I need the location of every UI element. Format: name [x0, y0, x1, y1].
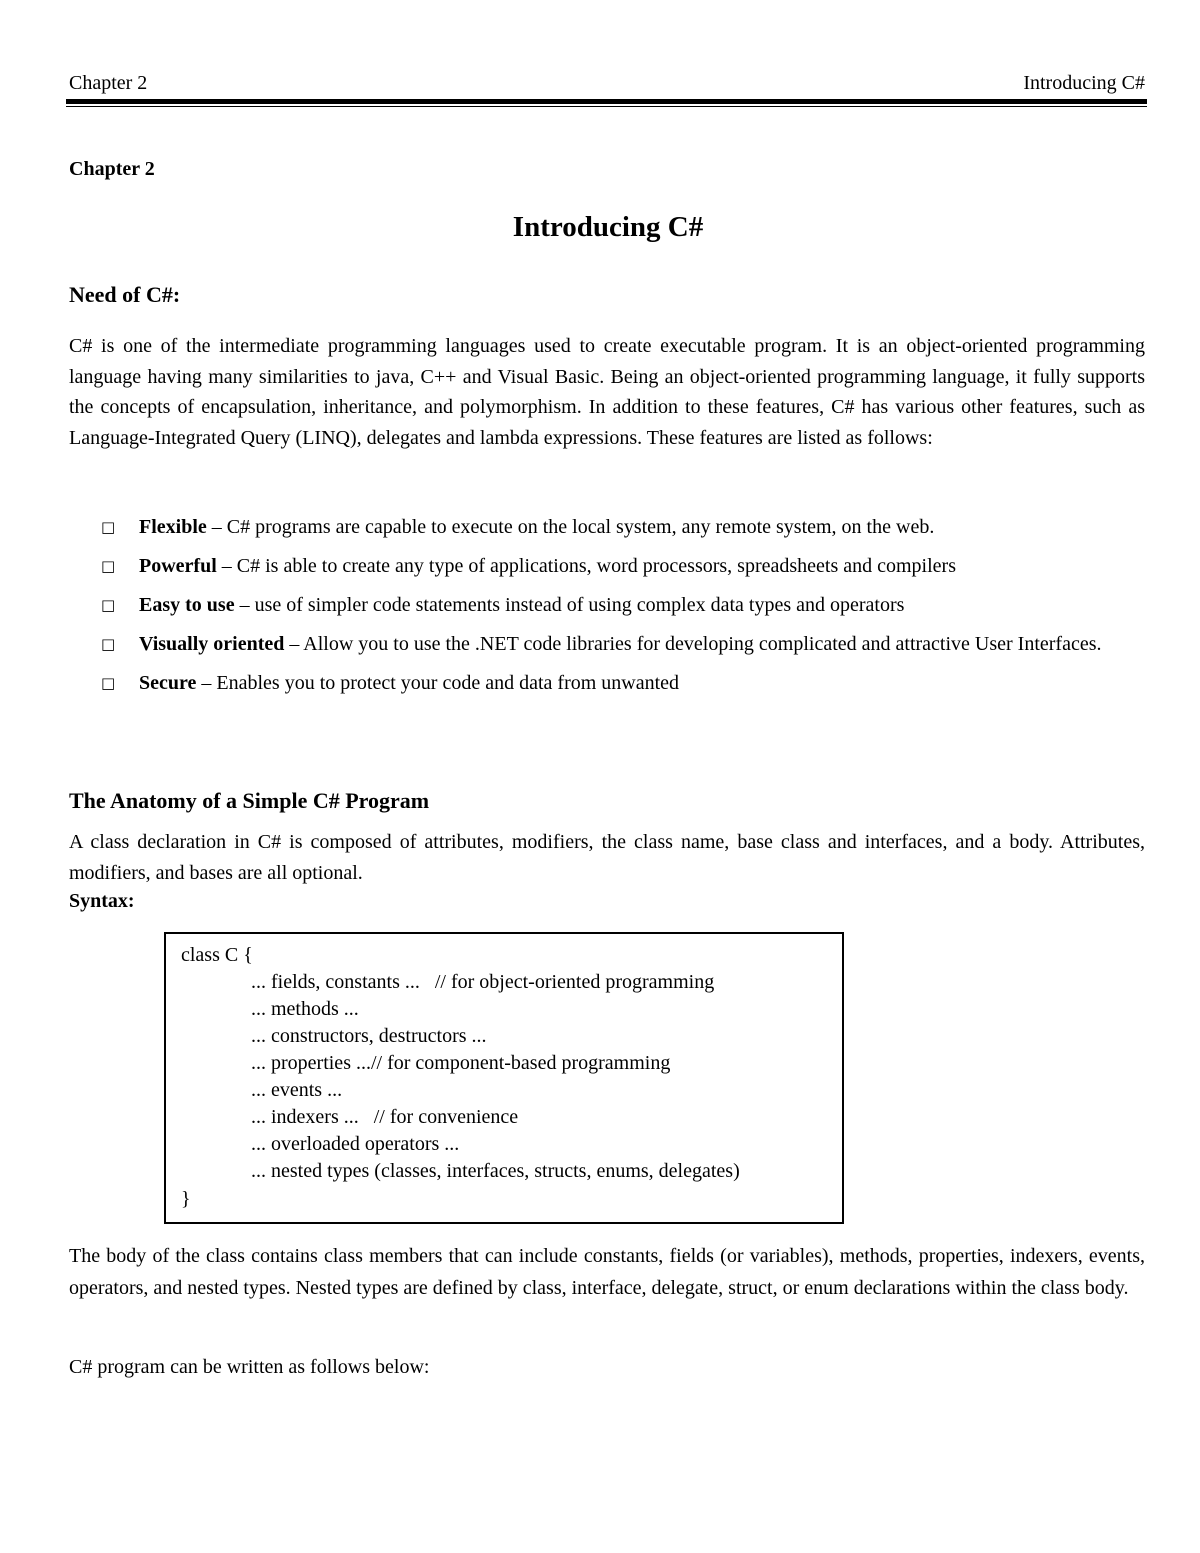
- feature-item: [69, 508, 1145, 547]
- syntax-label: Syntax:: [69, 890, 135, 912]
- need-heading: Need of C#:: [69, 282, 181, 307]
- code-line: ... methods ...: [251, 998, 359, 1020]
- code-line: ... constructors, destructors ...: [251, 1025, 487, 1047]
- feature-term: Secure: [139, 672, 197, 694]
- feature-term: Flexible: [139, 516, 207, 538]
- feature-term: Easy to use: [139, 594, 235, 616]
- page-title: Introducing C#: [512, 211, 704, 243]
- checkbox-bullet-icon: □: [101, 596, 116, 614]
- feature-description: – use of simpler code statements instead of using complex data types and operators: [234, 594, 905, 616]
- feature-description: – C# programs are capable to execute on the local system, any remote system, on the web.: [206, 516, 935, 538]
- class-body-paragraph: The body of the class contains class members that can include constants, fields (or variables), methods, properties, indexers, events, operators, and nested types. Nested types are defined by class, interface, delegate, struct, or enum declarations within the class body.: [69, 1245, 1145, 1299]
- running-header: [69, 72, 1145, 98]
- code-line: ... overloaded operators ...: [251, 1133, 460, 1155]
- syntax-code-box: [164, 932, 844, 1224]
- feature-list: [69, 508, 1145, 703]
- checkbox-bullet-icon: □: [101, 674, 116, 692]
- header-chapter: Chapter 2: [69, 72, 148, 94]
- code-line: ... events ...: [251, 1079, 343, 1101]
- feature-term: Powerful: [139, 555, 217, 577]
- code-line: }: [181, 1188, 191, 1210]
- checkbox-bullet-icon: □: [101, 635, 116, 653]
- chapter-label: Chapter 2: [69, 158, 155, 180]
- header-title: Introducing C#: [1023, 72, 1145, 94]
- anatomy-intro-paragraph: A class declaration in C# is composed of attributes, modifiers, the class name, base class and interfaces, and a body. Attributes, modifiers, and bases are all optional.: [69, 831, 1145, 884]
- feature-description: – Allow you to use the .NET code libraries for developing complicated and attractive User Interfaces.: [284, 633, 1102, 655]
- feature-description: – Enables you to protect your code and data from unwanted: [196, 672, 680, 694]
- feature-item: [69, 547, 1145, 586]
- code-line: ... properties ...// for component-based programming: [251, 1052, 671, 1074]
- anatomy-heading: The Anatomy of a Simple C# Program: [69, 788, 430, 813]
- code-line: ... fields, constants ... // for object-oriented programming: [251, 971, 715, 993]
- header-rule: [66, 99, 1147, 104]
- feature-item: [69, 625, 1145, 664]
- code-line: ... nested types (classes, interfaces, structs, enums, delegates): [251, 1160, 740, 1182]
- checkbox-bullet-icon: □: [101, 518, 116, 536]
- closing-paragraph: C# program can be written as follows below:: [69, 1356, 430, 1378]
- feature-description: – C# is able to create any type of applications, word processors, spreadsheets and compilers: [216, 555, 956, 577]
- header-rule-thin: [66, 106, 1147, 107]
- code-line: ... indexers ... // for convenience: [251, 1106, 519, 1128]
- checkbox-bullet-icon: □: [101, 557, 116, 575]
- code-line: class C {: [181, 944, 253, 966]
- feature-term: Visually oriented: [139, 633, 285, 655]
- feature-item: [69, 664, 1145, 703]
- need-intro-paragraph: C# is one of the intermediate programming languages used to create executable program. It is an object-oriented programming language having many similarities to java, C++ and Visual Basic. Being an object-oriented programming language, it fully supports the concepts of encapsulation, inheritance, and polymorphism. In addition to these features, C# has various other features, such as Language-Integrated Query (LINQ), delegates and lambda expressions. These features are listed as follows:: [69, 335, 1145, 449]
- feature-item: [69, 586, 1145, 625]
